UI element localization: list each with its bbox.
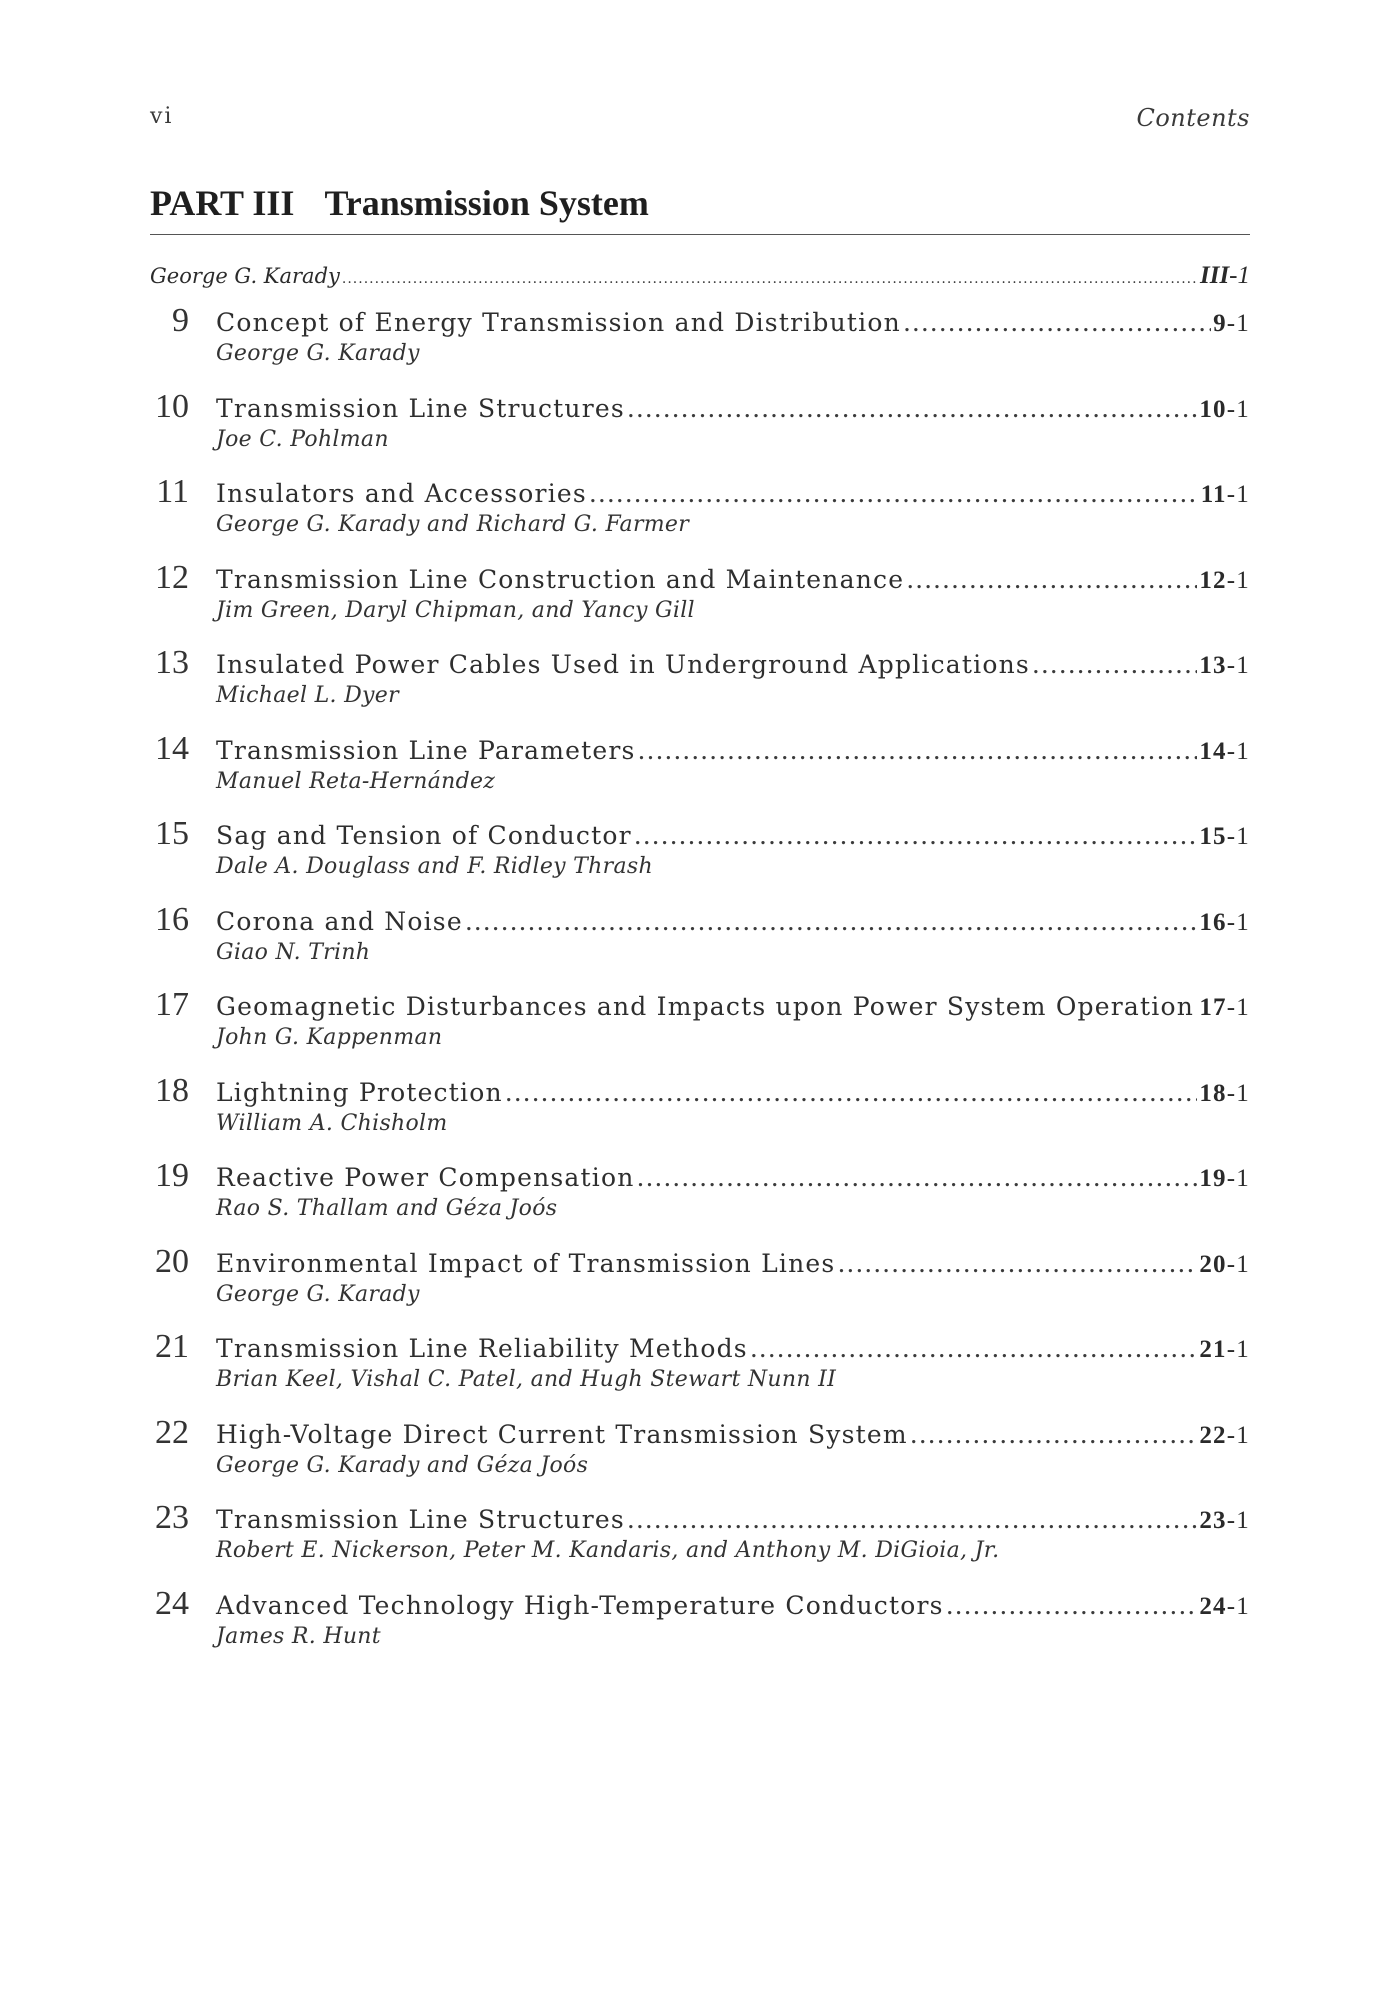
leader-dots bbox=[1196, 992, 1197, 1021]
page-ref-suffix: -1 bbox=[1226, 1336, 1250, 1363]
chapter-authors: George G. Karady and Géza Joós bbox=[216, 1452, 589, 1478]
chapter-authors: Jim Green, Daryl Chipman, and Yancy Gill bbox=[216, 597, 695, 623]
page-ref-prefix: 10 bbox=[1199, 395, 1227, 423]
chapter-page-ref bbox=[1199, 1593, 1250, 1621]
page-ref-suffix: -1 bbox=[1226, 1250, 1250, 1278]
page-ref-suffix: -1 bbox=[1229, 262, 1250, 289]
chapter-page-ref bbox=[1201, 481, 1250, 509]
chapter-body bbox=[216, 1163, 1250, 1221]
contents-page bbox=[150, 0, 1250, 2000]
chapter-title-line bbox=[216, 1591, 1250, 1621]
chapter-title-line bbox=[216, 1249, 1250, 1279]
toc-entry[interactable] bbox=[150, 1328, 1250, 1420]
page-ref-prefix: 20 bbox=[1199, 1250, 1227, 1278]
chapter-authors: Brian Keel, Vishal C. Patel, and Hugh Stewart Nunn II bbox=[216, 1367, 837, 1392]
chapter-number: 11 bbox=[156, 473, 189, 510]
page-ref-prefix: 22 bbox=[1199, 1421, 1227, 1449]
page-ref-suffix: -1 bbox=[1226, 566, 1250, 594]
page-ref-suffix: -1 bbox=[1226, 1421, 1250, 1449]
chapter-number: 17 bbox=[155, 986, 189, 1023]
chapter-number: 21 bbox=[155, 1328, 189, 1365]
toc-entry[interactable] bbox=[150, 1584, 1250, 1677]
chapter-body bbox=[216, 394, 1250, 452]
leader-dots bbox=[634, 821, 1198, 850]
leader-dots bbox=[1032, 650, 1197, 679]
part-intro-author: George G. Karady bbox=[150, 264, 340, 288]
leader-dots bbox=[465, 907, 1198, 936]
chapter-number: 14 bbox=[155, 729, 189, 767]
toc-entry[interactable] bbox=[150, 1157, 1250, 1249]
chapter-body bbox=[216, 1078, 1250, 1136]
page-ref-suffix: -1 bbox=[1226, 652, 1250, 679]
chapter-number: 13 bbox=[155, 644, 189, 681]
page-ref-prefix: 16 bbox=[1199, 908, 1227, 936]
chapter-body bbox=[216, 736, 1250, 794]
part-label: PART III bbox=[150, 183, 295, 223]
page-ref-suffix: -1 bbox=[1226, 395, 1250, 423]
toc-entry[interactable] bbox=[150, 302, 1250, 394]
chapter-page-ref bbox=[1213, 310, 1250, 338]
chapter-title: Corona and Noise bbox=[216, 906, 463, 936]
chapter-number: 22 bbox=[155, 1413, 189, 1451]
chapter-authors: Robert E. Nickerson, Peter M. Kandaris, and Anthony M. DiGioia, Jr. bbox=[216, 1538, 1000, 1563]
leader-dots bbox=[589, 479, 1199, 508]
toc-entry[interactable] bbox=[150, 1071, 1250, 1164]
toc-entry[interactable] bbox=[150, 387, 1250, 480]
chapter-authors: Giao N. Trinh bbox=[216, 939, 371, 965]
chapter-title: Geomagnetic Disturbances and Impacts upon Power System Operation bbox=[216, 992, 1195, 1021]
page-ref-suffix: -1 bbox=[1226, 1079, 1250, 1107]
page-ref-suffix: -1 bbox=[1226, 1165, 1250, 1192]
chapter-title-line bbox=[216, 1334, 1250, 1364]
chapter-number: 9 bbox=[172, 302, 189, 339]
chapter-number: 24 bbox=[155, 1584, 189, 1622]
chapter-number: 16 bbox=[155, 900, 189, 938]
page-ref-suffix: -1 bbox=[1226, 994, 1250, 1021]
leader-dots bbox=[910, 1420, 1198, 1449]
page-ref-prefix: 19 bbox=[1199, 1165, 1227, 1192]
chapter-number: 15 bbox=[155, 815, 189, 852]
leader-dots bbox=[342, 271, 1198, 287]
chapter-number: 12 bbox=[155, 558, 189, 596]
chapter-title: Reactive Power Compensation bbox=[216, 1163, 635, 1192]
page-ref-prefix: 9 bbox=[1213, 310, 1227, 337]
toc-entry[interactable] bbox=[150, 473, 1250, 565]
leader-dots bbox=[627, 1505, 1197, 1534]
toc-entry[interactable] bbox=[150, 558, 1250, 651]
page-ref-suffix: -1 bbox=[1226, 737, 1250, 765]
chapter-authors: George G. Karady and Richard G. Farmer bbox=[216, 512, 690, 537]
toc-entry[interactable] bbox=[150, 729, 1250, 822]
page-ref-suffix: -1 bbox=[1226, 908, 1250, 936]
chapter-title-line bbox=[216, 1163, 1250, 1193]
chapter-page-ref bbox=[1199, 1336, 1250, 1364]
chapter-body bbox=[216, 1249, 1250, 1307]
chapter-page-ref bbox=[1199, 652, 1250, 680]
chapter-page-ref bbox=[1199, 396, 1250, 424]
page-ref-prefix: 24 bbox=[1199, 1592, 1227, 1620]
chapter-title: Transmission Line Parameters bbox=[216, 735, 636, 765]
part-intro-entry[interactable] bbox=[150, 262, 1250, 290]
toc-entry[interactable] bbox=[150, 900, 1250, 993]
chapter-authors: John G. Kappenman bbox=[216, 1025, 443, 1050]
page-ref-suffix: -1 bbox=[1226, 823, 1250, 850]
chapter-authors: Dale A. Douglass and F. Ridley Thrash bbox=[216, 854, 653, 879]
chapter-title: Lightning Protection bbox=[216, 1077, 503, 1107]
chapter-title-line bbox=[216, 394, 1250, 424]
part-intro-page-ref bbox=[1200, 262, 1250, 290]
chapter-title: Insulators and Accessories bbox=[216, 479, 587, 508]
chapter-number: 18 bbox=[155, 1071, 189, 1109]
page-ref-prefix: 17 bbox=[1199, 994, 1227, 1021]
chapter-number: 10 bbox=[155, 387, 189, 425]
chapter-body bbox=[216, 1505, 1250, 1563]
chapter-authors: Joe C. Pohlman bbox=[216, 426, 389, 452]
chapter-title: High-Voltage Direct Current Transmission System bbox=[216, 1419, 908, 1449]
chapter-page-ref bbox=[1199, 823, 1250, 851]
leader-dots bbox=[637, 1163, 1198, 1192]
chapter-page-ref bbox=[1199, 1251, 1250, 1279]
chapter-title-line bbox=[216, 479, 1250, 509]
page-ref-prefix: 15 bbox=[1199, 823, 1227, 850]
chapter-authors: Rao S. Thallam and Géza Joós bbox=[216, 1196, 558, 1221]
heading-rule bbox=[150, 234, 1250, 235]
chapter-title: Sag and Tension of Conductor bbox=[216, 821, 632, 850]
toc-entry[interactable] bbox=[150, 815, 1250, 907]
chapter-title-line bbox=[216, 565, 1250, 595]
chapter-list bbox=[150, 302, 1250, 1676]
page-ref-prefix: 23 bbox=[1199, 1507, 1227, 1534]
chapter-body bbox=[216, 1420, 1250, 1478]
chapter-authors: George G. Karady bbox=[216, 341, 420, 366]
chapter-body bbox=[216, 479, 1250, 537]
chapter-body bbox=[216, 992, 1250, 1050]
chapter-page-ref bbox=[1199, 1422, 1250, 1450]
chapter-authors: James R. Hunt bbox=[216, 1623, 381, 1649]
leader-dots bbox=[750, 1334, 1198, 1363]
chapter-title-line bbox=[216, 1078, 1250, 1108]
page-ref-prefix: 14 bbox=[1199, 737, 1227, 765]
page-ref-prefix: III bbox=[1199, 262, 1230, 289]
chapter-number: 19 bbox=[155, 1157, 189, 1194]
chapter-title: Advanced Technology High-Temperature Conductors bbox=[216, 1590, 944, 1620]
part-heading bbox=[150, 182, 1250, 224]
chapter-title: Transmission Line Structures bbox=[216, 393, 625, 423]
chapter-body bbox=[216, 565, 1250, 623]
page-ref-prefix: 11 bbox=[1200, 481, 1227, 508]
part-title: Transmission System bbox=[324, 183, 649, 223]
toc-entry[interactable] bbox=[150, 1413, 1250, 1506]
chapter-authors: George G. Karady bbox=[216, 1281, 420, 1307]
page-ref-prefix: 18 bbox=[1199, 1079, 1227, 1107]
leader-dots bbox=[946, 1591, 1198, 1620]
chapter-page-ref bbox=[1199, 994, 1250, 1022]
running-title: Contents bbox=[1136, 104, 1250, 132]
chapter-body bbox=[216, 1591, 1250, 1649]
chapter-title-line bbox=[216, 736, 1250, 766]
chapter-title: Transmission Line Construction and Maintenance bbox=[216, 564, 905, 594]
toc-entry[interactable] bbox=[150, 644, 1250, 736]
toc-entry[interactable] bbox=[150, 1242, 1250, 1335]
chapter-number: 20 bbox=[155, 1242, 189, 1280]
chapter-body bbox=[216, 650, 1250, 708]
chapter-page-ref bbox=[1199, 567, 1250, 595]
chapter-title-line bbox=[216, 308, 1250, 338]
toc-entry[interactable] bbox=[150, 986, 1250, 1078]
chapter-page-ref bbox=[1199, 1080, 1250, 1108]
chapter-title: Transmission Line Reliability Methods bbox=[216, 1334, 748, 1363]
leader-dots bbox=[505, 1078, 1198, 1107]
page-ref-suffix: -1 bbox=[1226, 481, 1250, 508]
page-number: vi bbox=[150, 104, 174, 129]
chapter-title: Environmental Impact of Transmission Lines bbox=[216, 1248, 836, 1278]
chapter-number: 23 bbox=[155, 1499, 189, 1536]
leader-dots bbox=[903, 308, 1211, 337]
page-ref-suffix: -1 bbox=[1226, 310, 1250, 337]
chapter-body bbox=[216, 821, 1250, 879]
leader-dots bbox=[906, 565, 1197, 594]
chapter-title-line bbox=[216, 1420, 1250, 1450]
page-ref-suffix: -1 bbox=[1226, 1507, 1250, 1534]
chapter-authors: Manuel Reta-Hernández bbox=[216, 768, 496, 794]
chapter-title: Insulated Power Cables Used in Underground Applications bbox=[216, 650, 1030, 679]
chapter-page-ref bbox=[1199, 1507, 1250, 1535]
chapter-page-ref bbox=[1199, 1165, 1250, 1193]
chapter-title-line bbox=[216, 650, 1250, 680]
chapter-page-ref bbox=[1199, 738, 1250, 766]
leader-dots bbox=[837, 1249, 1197, 1278]
page-ref-suffix: -1 bbox=[1226, 1592, 1250, 1620]
chapter-body bbox=[216, 907, 1250, 965]
page-ref-prefix: 13 bbox=[1199, 652, 1227, 679]
page-ref-prefix: 21 bbox=[1199, 1336, 1227, 1363]
running-head bbox=[150, 104, 1250, 134]
chapter-body bbox=[216, 308, 1250, 366]
leader-dots bbox=[627, 394, 1197, 423]
chapter-title-line bbox=[216, 992, 1250, 1022]
chapter-title-line bbox=[216, 821, 1250, 851]
chapter-authors: Michael L. Dyer bbox=[216, 683, 399, 708]
chapter-title: Transmission Line Structures bbox=[216, 1505, 625, 1534]
leader-dots bbox=[638, 736, 1198, 765]
toc-entry[interactable] bbox=[150, 1499, 1250, 1591]
page-ref-prefix: 12 bbox=[1199, 566, 1227, 594]
chapter-title-line bbox=[216, 1505, 1250, 1535]
chapter-title: Concept of Energy Transmission and Distribution bbox=[216, 308, 901, 337]
chapter-authors: William A. Chisholm bbox=[216, 1110, 448, 1136]
chapter-title-line bbox=[216, 907, 1250, 937]
chapter-body bbox=[216, 1334, 1250, 1392]
chapter-page-ref bbox=[1199, 909, 1250, 937]
